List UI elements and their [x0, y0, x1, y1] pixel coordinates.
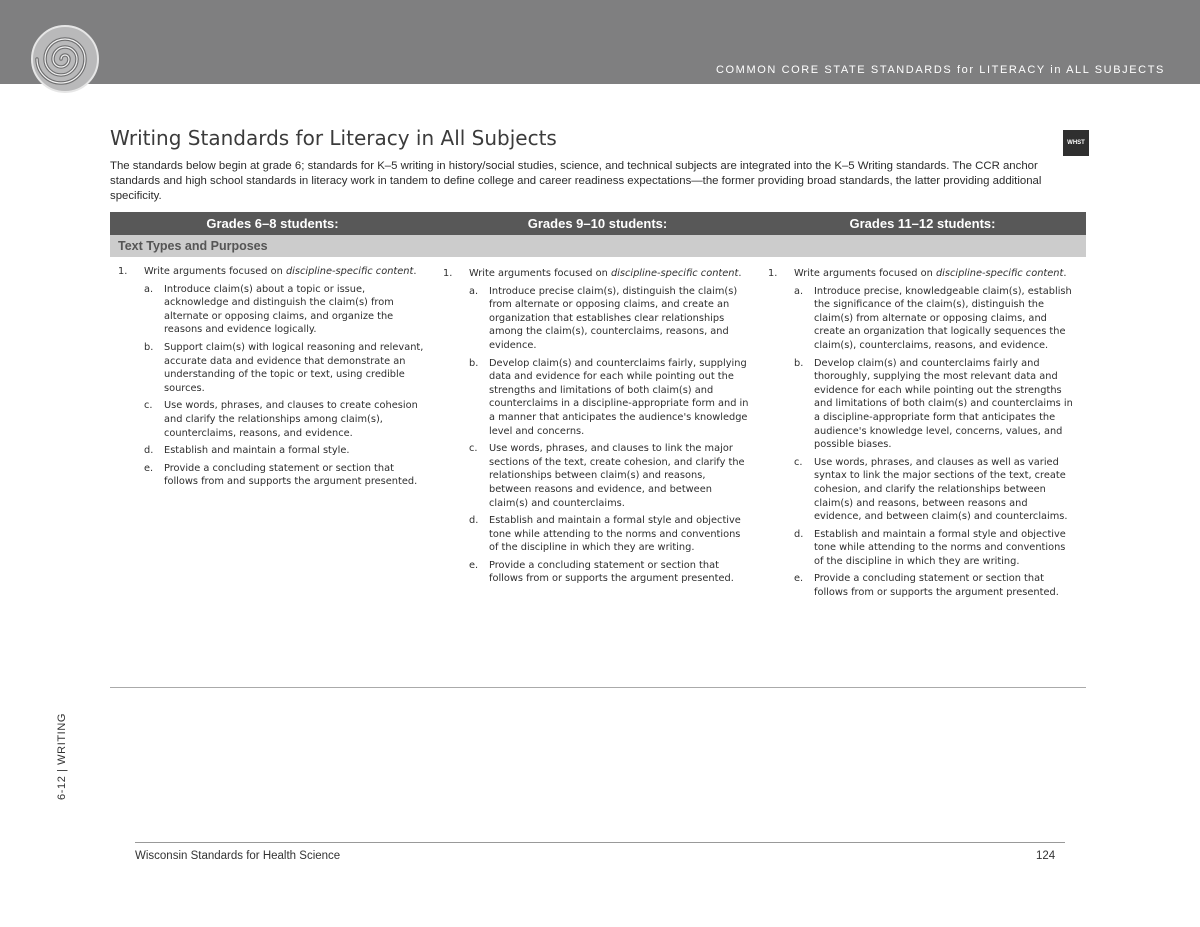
sub-standard-letter: e.	[794, 573, 804, 585]
section-heading: Text Types and Purposes	[110, 235, 1086, 257]
standard-lead-text: Write arguments focused on	[144, 266, 286, 277]
sub-standard	[794, 357, 1075, 452]
standard-body	[794, 267, 1075, 600]
standards-table	[110, 212, 1086, 688]
standard-item	[443, 257, 750, 586]
sub-standard-text: Establish and maintain a formal style.	[164, 445, 350, 457]
standard-lead	[144, 265, 425, 279]
sub-standard	[469, 559, 750, 586]
standard-item	[768, 257, 1075, 600]
sub-standard-text: Use words, phrases, and clauses as well as varied syntax to link the major sections of the text, create cohesion, and clarify the relationships between claim(s) and reasons, between reasons and evidence, and between claim(s) and counterclaims.	[814, 456, 1068, 523]
side-section-label: 6-12 | WRITING	[56, 712, 68, 800]
standard-lead	[469, 267, 750, 281]
standards-columns	[110, 257, 1086, 688]
standard-number: 1.	[443, 268, 453, 279]
header-grades-9-10: Grades 9–10 students:	[527, 216, 668, 231]
sub-standard-letter: b.	[469, 357, 479, 369]
standard-lead-text: Write arguments focused on	[469, 268, 611, 279]
sub-standard-text: Use words, phrases, and clauses to create cohesion and clarify the relationships among claim(s), counterclaims, reasons, and evidence.	[164, 400, 418, 439]
standard-lead-emphasis: discipline-specific content	[610, 268, 739, 279]
sub-standard-text: Provide a concluding statement or section that follows from or supports the argument presented.	[814, 573, 1059, 599]
standard-body	[469, 267, 750, 586]
sub-standard-letter: e.	[144, 462, 154, 474]
sub-standard-letter: c.	[469, 443, 478, 455]
sub-standard-text: Develop claim(s) and counterclaims fairly, supplying data and evidence for each while pointing out the strengths and limitations of both claim(s) and counterclaims in a discipline-appropriate form and in a manner that anticipates the audience's knowledge level and concerns.	[489, 357, 749, 437]
sub-standard-text: Provide a concluding statement or section that follows from and supports the argument presented.	[164, 462, 418, 488]
column-grades-11-12	[760, 257, 1085, 687]
sub-standard	[469, 442, 750, 510]
footer-document-title: Wisconsin Standards for Health Science	[135, 850, 341, 862]
sub-standard	[794, 572, 1075, 599]
sub-standard	[144, 444, 425, 458]
standard-lead-emphasis: discipline-specific content	[285, 266, 414, 277]
sub-standard-text: Support claim(s) with logical reasoning and relevant, accurate data and evidence that demonstrate an understanding of the topic or text, using credible sources.	[164, 341, 424, 394]
column-grades-6-8	[110, 257, 435, 687]
sub-standard	[469, 285, 750, 353]
standard-number: 1.	[768, 268, 778, 279]
sub-standard-text: Establish and maintain a formal style and objective tone while attending to the norms and conventions of the discipline in which they are writing.	[814, 528, 1066, 567]
sub-standard	[144, 399, 425, 440]
sub-standard	[794, 456, 1075, 524]
page-title: Writing Standards for Literacy in All Subjects	[110, 126, 557, 150]
column-grades-9-10	[435, 257, 760, 687]
header-grades-6-8: Grades 6–8 students:	[206, 216, 339, 231]
sub-standard-letter: a.	[469, 285, 479, 297]
swirl-logo-icon	[30, 24, 100, 94]
sub-standard-letter: c.	[144, 400, 153, 412]
intro-paragraph: The standards below begin at grade 6; standards for K–5 writing in history/social studies, science, and technical subjects are integrated into the K–5 Writing standards. The CCR anchor standards and high school standards in literacy work in tandem to define college and career readiness expectations—the former providing broad standards, the latter providing additional specificity.	[110, 160, 1042, 202]
standard-lead-end: .	[1063, 268, 1067, 279]
sub-standard-text: Develop claim(s) and counterclaims fairly and thoroughly, supplying the most relevant data and evidence for each while pointing out the strengths and limitations of both claim(s) and counterclaims in a discipline-appropriate form that anticipates the audience's knowledge level, concerns, values, and possible biases.	[814, 357, 1073, 451]
sub-standard-letter: c.	[794, 456, 803, 468]
standard-body	[144, 265, 425, 489]
footer-divider	[135, 842, 1065, 843]
standard-lead-end: .	[738, 268, 742, 279]
standard-number: 1.	[118, 266, 128, 277]
standard-lead-text: Write arguments focused on	[794, 268, 936, 279]
sub-standard-text: Establish and maintain a formal style and objective tone while attending to the norms and conventions of the discipline in which they are writing.	[489, 515, 741, 554]
standard-item	[118, 257, 425, 489]
sub-standard-letter: d.	[469, 515, 479, 527]
sub-standard-letter: b.	[794, 357, 804, 369]
sub-standard-letter: e.	[469, 559, 479, 571]
header-grades-11-12: Grades 11–12 students:	[849, 216, 996, 231]
sub-standard-text: Introduce claim(s) about a topic or issue, acknowledge and distinguish the claim(s) from alternate or opposing claims, and organize the reasons and evidence logically.	[164, 283, 394, 336]
standard-lead-end: .	[413, 266, 417, 277]
header-banner	[0, 0, 1200, 84]
page-number: 124	[1036, 850, 1056, 862]
sub-standard	[144, 462, 425, 489]
standard-lead-emphasis: discipline-specific content	[935, 268, 1064, 279]
sub-standard-text: Provide a concluding statement or section that follows from or supports the argument presented.	[489, 559, 734, 585]
sub-standard	[794, 285, 1075, 353]
sub-standard-letter: d.	[144, 445, 154, 457]
sub-standard-letter: d.	[794, 528, 804, 540]
sub-standard	[144, 283, 425, 337]
sub-standard	[794, 528, 1075, 569]
series-title: COMMON CORE STATE STANDARDS for LITERACY in ALL SUBJECTS	[715, 64, 1165, 76]
sub-standard	[144, 341, 425, 395]
sub-standard-letter: a.	[144, 283, 154, 295]
sub-standard-text: Use words, phrases, and clauses to link the major sections of the text, create cohesion, and clarify the relationships between claim(s) and reasons, between reasons and evidence, and between claim(s) and counterclaims.	[489, 443, 745, 509]
whst-tag: WHST	[1063, 130, 1089, 156]
standard-lead	[794, 267, 1075, 281]
sub-standard	[469, 514, 750, 555]
sub-standard	[469, 357, 750, 439]
table-header	[110, 212, 1086, 235]
sub-standard-text: Introduce precise, knowledgeable claim(s), establish the significance of the claim(s), distinguish the claim(s) from alternate or opposing claims, and create an organization that logically sequences the claim(s), counterclaims, reasons, and evidence.	[814, 285, 1072, 351]
sub-standard-letter: b.	[144, 341, 154, 353]
sub-standard-text: Introduce precise claim(s), distinguish the claim(s) from alternate or opposing claims, and create an organization that establishes clear relationships among the claim(s), counterclaims, reasons, and evidence.	[489, 285, 738, 351]
sub-standard-letter: a.	[794, 285, 804, 297]
